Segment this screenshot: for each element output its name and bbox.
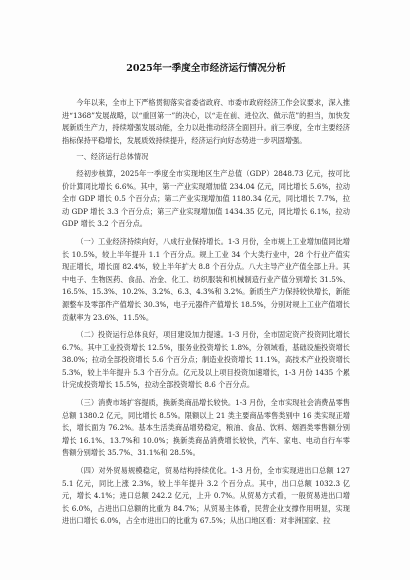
industry-paragraph: （一）工业经济持续向好，八成行业保持增长。1-3 月份，全市规上工业增加值同比增长 10.5%，较上半年提升 1.1 个百分点。规上工业 34 个大类行业中，28 个行业产值实现正增长，增长面 82.4%，较上半年扩大 8.8 个百分点。八大主导产业产值全部上升。其中电子、生物医药、食品、冶金、化工、纺织服装和机械制造行业产值分别增长 31.5%、16.5%、15.3%、10.2%、3.2%、6.3、4.3%和 3.2%。新质生产力保持较快增长，新能源整车及零部件产值增长 30.3%，电子元器件产值增长 18.5%，分别对规上工业产值增长贡献率为 23.6%、11.5%。 xyxy=(62,236,350,322)
document-title: 2025年一季度全市经济运行情况分析 xyxy=(126,63,286,74)
foreign-trade-paragraph: （四）对外贸易规模稳定，贸易结构持续优化。1-3 月份，全市实现进出口总额 1275.1 亿元，同比上涨 2.3%，较上半年提升 3.2 个百分点。其中，出口总额 1032.3 亿元，增长 4.1%；进口总额 242.2 亿元，上升 0.7%。从贸易方式看，一般贸易进出口增长 6.0%，占进出口总额的比重为 84.7%；从贸易主体看，民营企业支撑作用明显，实现进出口增长 6.0%，占全市进出口的比重为 67.5%；从出口地区看：对非洲国家、拉 xyxy=(62,466,350,526)
section-heading: 一、经济运行总体情况 xyxy=(76,152,149,162)
investment-paragraph: （二）投资运行总体良好，项目建设加力提速。1-3 月份，全市固定资产投资同比增长 6.7%。其中工业投资增长 12.5%，服务业投资增长 1.8%，分领域看，基础设施投资增长 38.0%；拉动全部投资增长 5.6 个百分点；制造业投资增长 11.1%，高技术产业投资增长 5.3%，较上半年提升 5.3 个百分点。亿元及以上项目投资加速增长，1-3 月份 1435 个累计完成投资增长 15.5%，拉动全部投资增长 8.6 个百分点。 xyxy=(62,330,350,390)
overview-paragraph: 经初步核算，2025年一季度全市实现地区生产总值（GDP）2848.73 亿元，按可比价计算同比增长 6.6%。其中，第一产业实现增加值 234.04 亿元，同比增长 5.6%，拉动全市 GDP 增长 0.5 个百分点；第二产业实现增加值 1180.34 亿元，同比增长 7.7%，拉动 GDP 增长 3.3 个百分点；第三产业实现增加值 1434.35 亿元，同比增长 6.1%，拉动 GDP 增长 3.2 个百分点。 xyxy=(62,168,350,229)
intro-paragraph: 今年以来，全市上下严格贯彻落实省委省政府、市委市政府经济工作会议要求，深入推进“1368”发展战略，以“重回第一”的决心，以“走在前、进位次、做示范”的担当，加快发展新质生产力，持续增强发展动能，全力以赴推动经济全面回升。前三季度，全市主要经济指标保持平稳增长，发展质效持续提升，经济运行向好态势进一步巩固增强。 xyxy=(62,98,350,145)
consumption-paragraph: （三）消费市场扩容提质，换新类商品增长较快。1-3 月份，全市实现社会消费品零售总额 1380.2 亿元，同比增长 8.5%。限额以上 21 类主要商品零售类别中 16 类实现正增长，增长面为 76.2%。基本生活类商品增势稳定，粮油、食品、饮料、烟酒类零售额分别增长 16.1%、13.7%和 10.0%；换新类商品消费增长较快，汽车、家电、电动自行车零售额分别增长 35.7%、31.1%和 28.5%。 xyxy=(62,398,350,458)
